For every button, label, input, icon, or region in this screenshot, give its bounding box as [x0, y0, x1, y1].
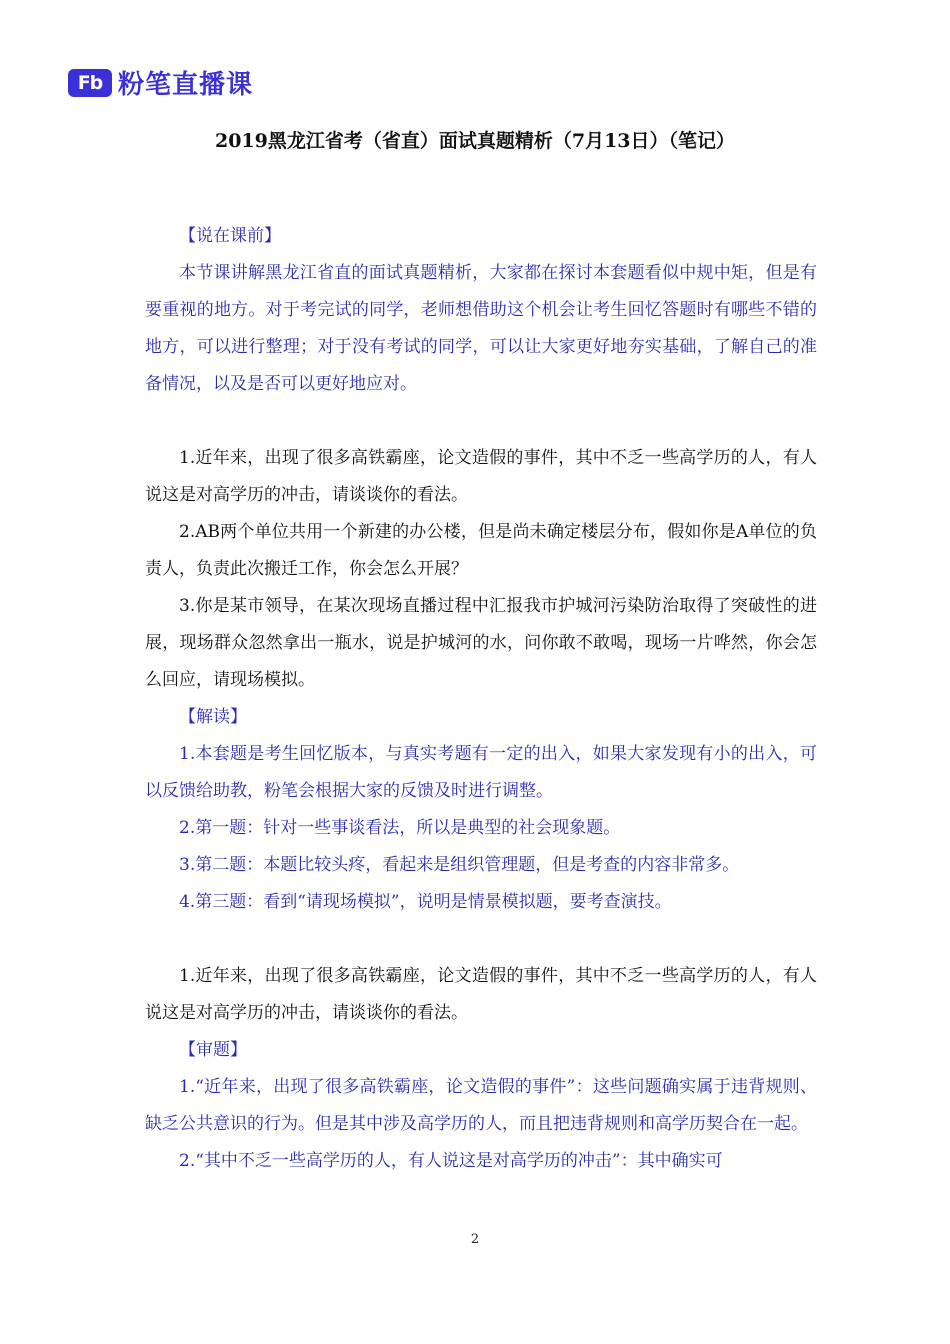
logo — [68, 64, 253, 101]
document-body — [145, 218, 817, 1180]
page-number: 2 — [470, 1232, 480, 1247]
logo-mark: Fb — [68, 69, 112, 97]
intro-heading: 【说在课前】 — [179, 226, 281, 246]
page-title: 2019黑龙江省考（省直）面试真题精析（7月13日）（笔记） — [214, 130, 736, 152]
review-item-1: 1.“近年来，出现了很多高铁霸座，论文造假的事件”：这些问题确实属于违背规则、缺乏公共意识的行为。但是其中涉及高学历的人，而且把违背规则和高学历契合在一起。 — [145, 1077, 817, 1134]
question-1: 1.近年来，出现了很多高铁霸座，论文造假的事件，其中不乏一些高学历的人，有人说这是对高学历的冲击，请谈谈你的看法。 — [145, 448, 817, 505]
analysis-item-2: 2.第一题：针对一些事谈看法，所以是典型的社会现象题。 — [179, 818, 621, 838]
review-item-2: 2.“其中不乏一些高学历的人，有人说这是对高学历的冲击”：其中确实可 — [179, 1151, 723, 1171]
question-2: 2.AB两个单位共用一个新建的办公楼，但是尚未确定楼层分布，假如你是A单位的负责人，负责此次搬迁工作，你会怎么开展？ — [145, 522, 817, 579]
logo-text: 粉笔直播课 — [118, 70, 254, 100]
review-heading: 【审题】 — [179, 1040, 247, 1060]
question-1-repeat: 1.近年来，出现了很多高铁霸座，论文造假的事件，其中不乏一些高学历的人，有人说这是对高学历的冲击，请谈谈你的看法。 — [145, 966, 817, 1023]
analysis-item-4: 4.第三题：看到“请现场模拟”，说明是情景模拟题，要考查演技。 — [179, 892, 672, 912]
intro-text: 本节课讲解黑龙江省直的面试真题精析，大家都在探讨本套题看似中规中矩，但是有要重视的地方。对于考完试的同学，老师想借助这个机会让考生回忆答题时有哪些不错的地方，可以进行整理；对于没有考试的同学，可以让大家更好地夯实基础，了解自己的准备情况，以及是否可以更好地应对。 — [145, 263, 817, 394]
analysis-item-1: 1.本套题是考生回忆版本，与真实考题有一定的出入，如果大家发现有小的出入，可以反馈给助教，粉笔会根据大家的反馈及时进行调整。 — [145, 744, 817, 801]
analysis-heading: 【解读】 — [179, 707, 247, 727]
analysis-item-3: 3.第二题：本题比较头疼，看起来是组织管理题，但是考查的内容非常多。 — [179, 855, 740, 875]
question-3: 3.你是某市领导，在某次现场直播过程中汇报我市护城河污染防治取得了突破性的进展，现场群众忽然拿出一瓶水，说是护城河的水，问你敢不敢喝，现场一片哗然，你会怎么回应，请现场模拟。 — [145, 596, 817, 690]
